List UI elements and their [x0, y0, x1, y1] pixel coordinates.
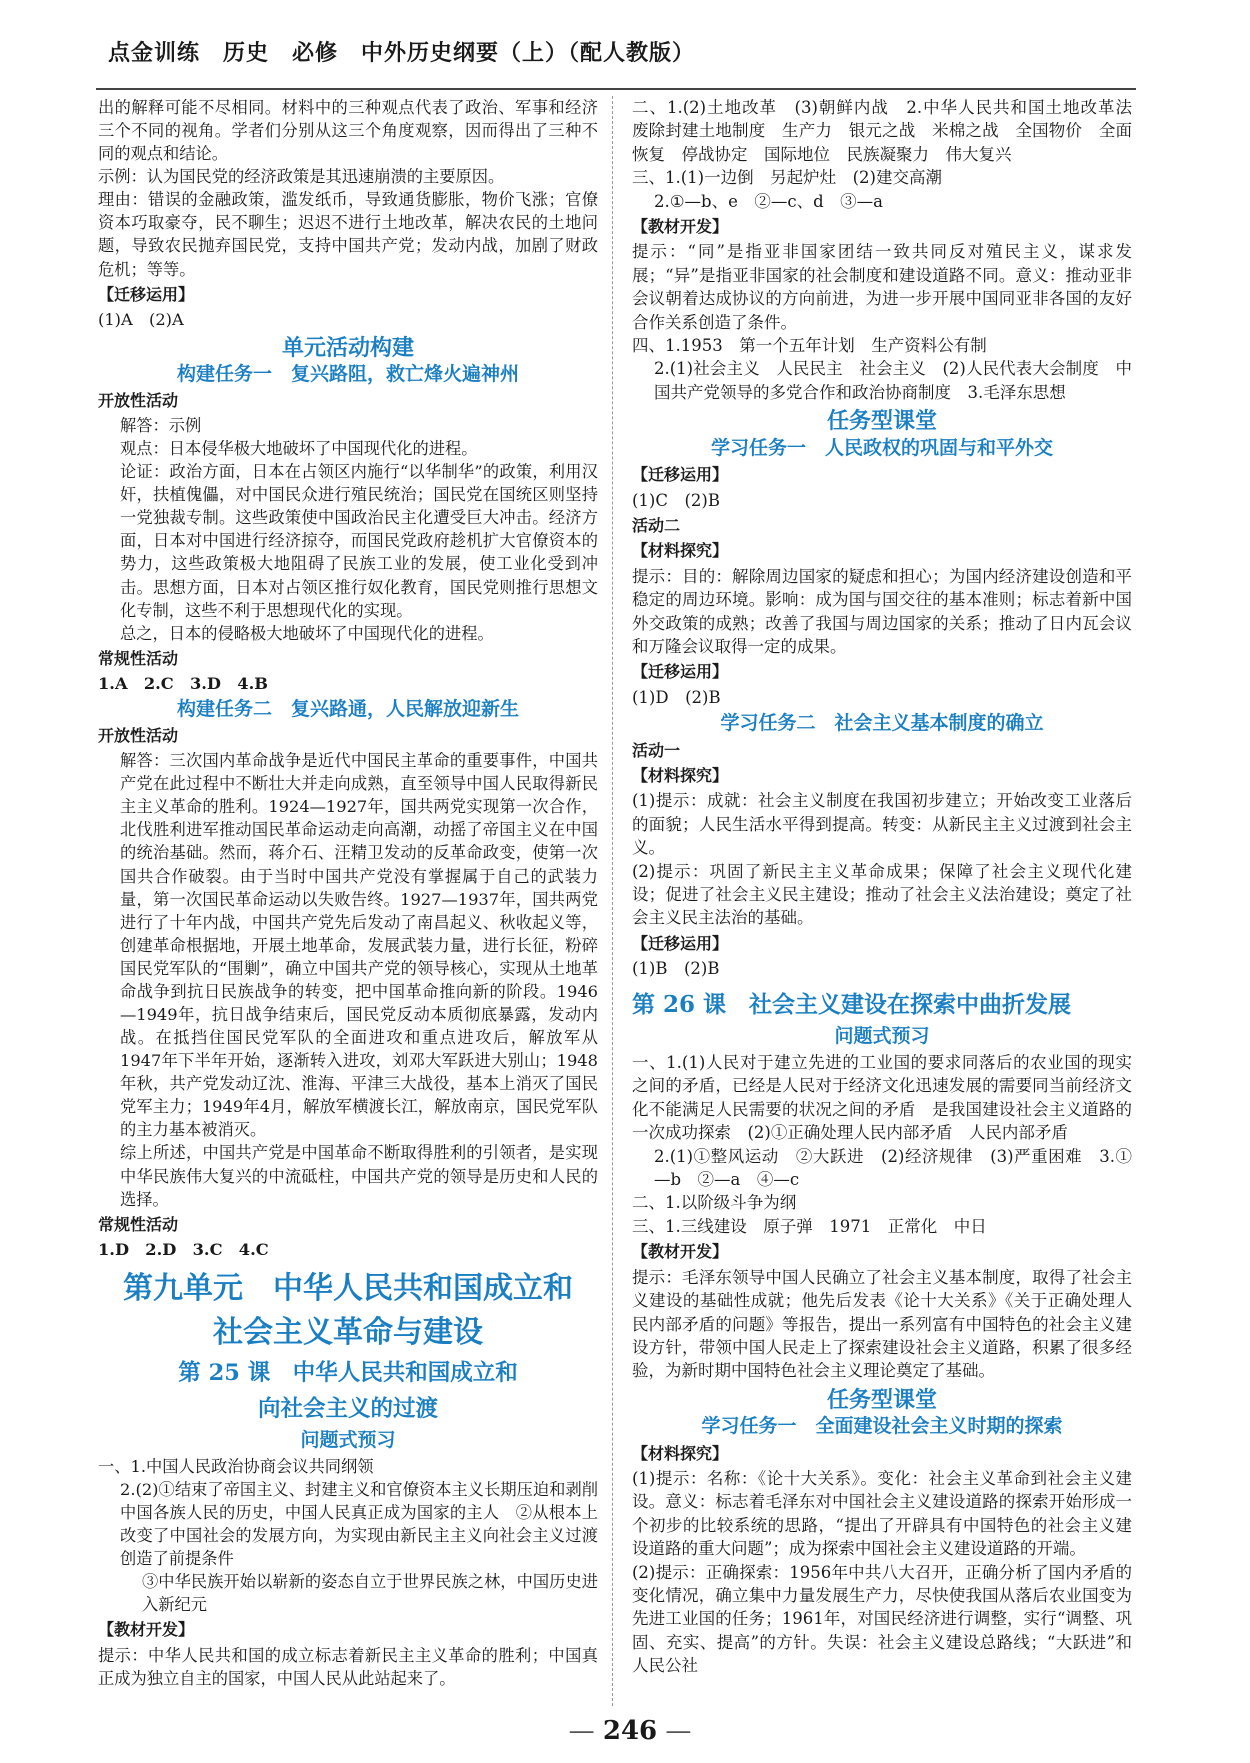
- paragraph: 三、1.三线建设 原子弹 1971 正常化 中日: [632, 1216, 987, 1236]
- left-column: [98, 96, 598, 1690]
- activity-label: 活动二: [632, 515, 681, 535]
- paragraph: 示例：认为国民党的经济政策是其迅速崩溃的主要原因。: [98, 167, 505, 187]
- section-tag: 【迁移运用】: [632, 465, 729, 485]
- paragraph: 提示：“同”是指亚非国家团结一致共同反对殖民主义，谋求发展；“异”是指亚非国家的社会制度和建设道路不同。意义：推动亚非会议朝着达成协议的方向前进，为进一步开展中国同亚非各国的友好合作关系创造了条件。: [632, 242, 1132, 332]
- section-tag: 【材料探究】: [632, 765, 729, 785]
- activity-label: 常规性活动: [98, 1214, 179, 1234]
- activity-label: 开放性活动: [98, 390, 179, 410]
- section-tag: 【迁移运用】: [632, 933, 729, 953]
- section-title: 任务型课堂: [826, 1387, 937, 1413]
- answer-line: (1)A (2)A: [98, 309, 184, 329]
- lesson-title-line-2: 向社会主义的过渡: [257, 1395, 438, 1422]
- lesson-title: 第 26 课 社会主义建设在探索中曲折发展: [632, 990, 1072, 1018]
- activity-label: 常规性活动: [98, 648, 179, 668]
- paragraph: 2.(1)社会主义 人民民主 社会主义 (2)人民代表大会制度 中国共产党领导的多党合作和政治协商制度 3.毛泽东思想: [654, 359, 1132, 402]
- paragraph: (1)提示：成就：社会主义制度在我国初步建立；开始改变工业落后的面貌；人民生活水平得到提高。转变：从新民主主义过渡到社会主义。: [632, 791, 1132, 858]
- task-title: 构建任务二 复兴路通，人民解放迎新生: [176, 697, 519, 720]
- answer-line: (1)C (2)B: [632, 490, 720, 510]
- answer-line: (1)B (2)B: [632, 959, 720, 979]
- preview-title: 问题式预习: [300, 1428, 396, 1451]
- section-title: 单元活动构建: [281, 335, 414, 361]
- paragraph: 论证：政治方面，日本在占领区内施行“以华制华”的政策，利用汉奸，扶植傀儡，对中国民众进行殖民统治；国民党在国统区则坚持一党独裁专制。这些政策使中国政治民主化遭受巨大冲击。经济方面，日本对中国进行经济掠夺，而国民党政府趁机扩大官僚资本的势力，这些政策极大地阻碍了民族工业的发展，使工业化受到冲击。思想方面，日本对占领区推行奴化教育，国民党则推行思想文化专制，这些不利于思想现代化的实现。: [120, 462, 598, 620]
- paragraph: 2.(2)①结束了帝国主义、封建主义和官僚资本主义长期压迫和剥削中国各族人民的历史，中国人民真正成为国家的主人 ②从根本上改变了中国社会的发展方向，为实现由新民主主义向社会主义过渡创造了前提条件: [120, 1479, 598, 1569]
- unit-title-line-2: 社会主义革命与建设: [213, 1314, 483, 1350]
- paragraph: 二、1.以阶级斗争为纲: [632, 1193, 797, 1213]
- answer-line: 1.D 2.D 3.C 4.C: [98, 1239, 269, 1259]
- paragraph: 一、1.中国人民政治协商会议共同纲领: [98, 1456, 374, 1476]
- page-number: [520, 1716, 740, 1746]
- paragraph: 解答：三次国内革命战争是近代中国民主革命的重要事件，中国共产党在此过程中不断壮大并走向成熟，直至领导中国人民取得新民主主义革命的胜利。1924—1927年，国共两党实现第一次合作，北伐胜利进军推动国民革命运动走向高潮，动摇了帝国主义在中国的统治基础。然而，蒋介石、汪精卫发动的反革命政变，使第一次国共合作破裂。由于当时中国共产党没有掌握属于自己的武装力量，第一次国民革命运动以失败告终。1927—1937年，国共两党进行了十年内战，中国共产党先后发动了南昌起义、秋收起义等，创建革命根据地，开展土地革命，发展武装力量，进行长征，粉碎国民党军队的“围剿”，确立中国共产党的领导核心，实现从土地革命战争到抗日民族战争的转变，把中国革命推向新的阶段。1946—1949年，抗日战争结束后，国民党反动本质彻底暴露，发动内战。在抵挡住国民党军队的全面进攻和重点进攻后，解放军从1947年下半年开始，逐渐转入进攻，刘邓大军跃进大别山；1948年秋，共产党发动辽沈、淮海、平津三大战役，基本上消灭了国民党军主力；1949年4月，解放军横渡长江，解放南京，国民党军队的主力基本被消灭。: [120, 751, 598, 1140]
- paragraph: (2)提示：巩固了新民主主义革命成果；保障了社会主义现代化建设；促进了社会主义民主建设；推动了社会主义法治建设；奠定了社会主义民主法治的基础。: [632, 861, 1132, 928]
- right-column: [632, 96, 1149, 1678]
- section-tag: 【迁移运用】: [98, 284, 195, 304]
- column-divider: [612, 96, 613, 1706]
- running-header: 点金训练 历史 必修 中外历史纲要（上）（配人教版）: [108, 41, 696, 66]
- section-tag: 【教材开发】: [98, 1620, 195, 1640]
- paragraph: (2)提示：正确探索：1956年中共八大召开，正确分析了国内矛盾的变化情况，确立集中力量发展生产力，尽快使我国从落后农业国变为先进工业国的任务；1961年，对国民经济进行调整，实行“调整、巩固、充实、提高”的方针。失误：社会主义建设总路线；“大跃进”和人民公社: [632, 1562, 1132, 1676]
- paragraph: 提示：毛泽东领导中国人民确立了社会主义基本制度，取得了社会主义建设的基础性成就；他先后发表《论十大关系》《关于正确处理人民内部矛盾的问题》等报告，提出一系列富有中国特色的社会主义建设方针，带领中国人民走上了探索建设社会主义道路，积累了很多经验，为新时期中国特色社会主义理论奠定了基础。: [632, 1267, 1132, 1381]
- paragraph: (1)提示：名称：《论十大关系》。变化：社会主义革命到社会主义建设。意义：标志着毛泽东对中国社会主义建设道路的探索开始形成一个初步的比较系统的思路，“提出了开辟具有中国特色的社会主义建设道路的重大问题”；成为探索中国社会主义建设道路的开端。: [632, 1468, 1132, 1559]
- paragraph: 2.(1)①整风运动 ②大跃进 (2)经济规律 (3)严重困难 3.①—b ②—a ④—c: [654, 1146, 1132, 1190]
- task-title: 学习任务二 社会主义基本制度的确立: [720, 712, 1044, 735]
- paragraph: 二、1.(2)土地改革 (3)朝鲜内战 2.中华人民共和国土地改革法 废除封建土地制度 生产力 银元之战 米棉之战 全国物价 全面恢复 停战协定 国际地位 民族凝聚力 伟大复兴: [632, 98, 1149, 164]
- task-title: 构建任务一 复兴路阻，救亡烽火遍神州: [176, 362, 519, 385]
- page-number-value: 246: [602, 1716, 658, 1746]
- page-number-dash-left: —: [568, 1716, 603, 1746]
- paragraph: 总之，日本的侵略极大地破坏了中国现代化的进程。: [120, 623, 494, 643]
- lesson-title-line-1: 第 25 课 中华人民共和国成立和: [178, 1359, 518, 1386]
- task-title: 学习任务一 人民政权的巩固与和平外交: [710, 436, 1053, 459]
- paragraph: 观点：日本侵华极大地破坏了中国现代化的进程。: [120, 439, 478, 459]
- answer-line: 1.A 2.C 3.D 4.B: [98, 673, 268, 693]
- unit-title-line-1: 第九单元 中华人民共和国成立和: [123, 1270, 573, 1306]
- paragraph: 一、1.(1)人民对于建立先进的工业国的要求同落后的农业国的现实之间的矛盾，已经是人民对于经济文化迅速发展的需要同当前经济文化不能满足人民需要的状况之间的矛盾 是我国建设社会主义道路的一次成功探索 (2)①正确处理人民内部矛盾 人民内部矛盾: [632, 1053, 1132, 1143]
- answer-line: (1)D (2)B: [632, 687, 721, 707]
- section-tag: 【迁移运用】: [632, 662, 729, 682]
- page-number-dash-right: —: [657, 1716, 692, 1746]
- section-tag: 【材料探究】: [632, 541, 729, 561]
- paragraph: ③中华民族开始以崭新的姿态自立于世界民族之林，中国历史进入新纪元: [142, 1572, 598, 1615]
- section-title: 任务型课堂: [826, 409, 937, 435]
- activity-label: 活动一: [632, 740, 681, 760]
- paragraph: 出的解释可能不尽相同。材料中的三种观点代表了政治、军事和经济三个不同的视角。学者们分别从这三个角度观察，因而得出了三种不同的观点和结论。: [98, 98, 598, 164]
- paragraph: 综上所述，中国共产党是中国革命不断取得胜利的引领者，是实现中华民族伟大复兴的中流砥柱，中国共产党的领导是历史和人民的选择。: [120, 1143, 598, 1209]
- paragraph: 提示：目的：解除周边国家的疑虑和担心；为国内经济建设创造和平稳定的周边环境。影响：成为国与国交往的基本准则；标志着新中国外交政策的成熟；改善了我国与周边国家的关系；推动了日内瓦会议和万隆会议取得一定的成果。: [632, 566, 1132, 656]
- paragraph: 解答：示例: [120, 416, 202, 436]
- header-rule: [96, 88, 1136, 90]
- paragraph: 理由：错误的金融政策，滥发纸币，导致通货膨胀，物价飞涨；官僚资本巧取豪夺，民不聊生；迟迟不进行土地改革，解决农民的土地问题，导致农民抛弃国民党，支持中国共产党；发动内战，加剧了财政危机；等等。: [98, 190, 598, 279]
- task-title: 学习任务一 全面建设社会主义时期的探索: [701, 1415, 1063, 1438]
- paragraph: 三、1.(1)一边倒 另起炉灶 (2)建交高潮: [632, 168, 942, 188]
- preview-title: 问题式预习: [834, 1024, 930, 1047]
- section-tag: 【材料探究】: [632, 1443, 729, 1463]
- activity-label: 开放性活动: [98, 726, 179, 746]
- section-tag: 【教材开发】: [632, 217, 729, 237]
- section-tag: 【教材开发】: [632, 1242, 729, 1262]
- paragraph: 提示：中华人民共和国的成立标志着新民主主义革命的胜利；中国真正成为独立自主的国家，中国人民从此站起来了。: [98, 1645, 598, 1688]
- paragraph: 四、1.1953 第一个五年计划 生产资料公有制: [632, 336, 987, 356]
- paragraph: 2.①—b、e ②—c、d ③—a: [654, 191, 884, 211]
